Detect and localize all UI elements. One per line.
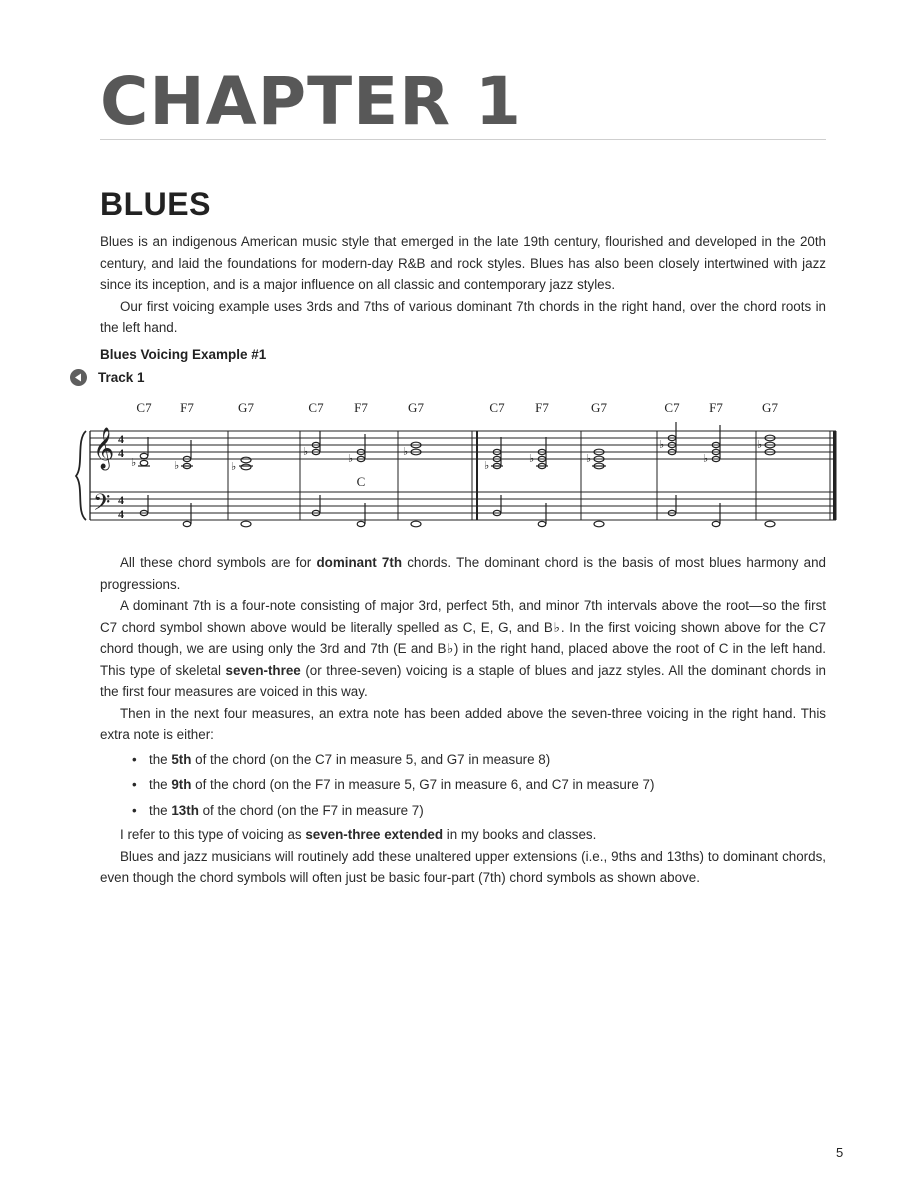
svg-text:♭: ♭: [174, 459, 180, 472]
body-text: [100, 552, 826, 889]
chord-symbol: F7: [535, 400, 549, 415]
intro-text: [100, 231, 826, 339]
section-title: BLUES: [100, 186, 211, 222]
list-item: • the 5th of the chord (on the C7 in measure 5, and G7 in measure 8): [132, 751, 551, 767]
chord-symbol: G7: [591, 400, 607, 415]
svg-text:♭: ♭: [131, 456, 137, 469]
svg-text:♭: ♭: [586, 452, 592, 465]
page-number: 5: [836, 1145, 844, 1160]
chord-symbol: G7: [238, 400, 254, 415]
body-paragraph-6: I refer to this type of voicing as seven-three extended in my books and classes.: [120, 827, 597, 842]
intro-paragraph-2: Our first voicing example uses 3rds and 7ths of various dominant 7th chords in the right hand, over the chord roots in the left hand.: [100, 298, 826, 335]
extension-list: [100, 749, 826, 822]
body-paragraph-7: Blues and jazz musicians will routinely add these unaltered upper extensions (i.e., 9ths and 13ths) to dominant chords, even though the chord symbols will often just be basic four-part (7th) chord symbols as shown above.: [100, 848, 826, 885]
chord-symbol: C7: [489, 400, 505, 415]
svg-text:♭: ♭: [231, 460, 237, 473]
example-label: Blues Voicing Example #1: [100, 347, 267, 362]
svg-text:4: 4: [118, 432, 124, 446]
body-paragraph-5: Then in the next four measures, an extra note has been added above the seven-three voicing in the right hand. This extra note is either:: [100, 705, 826, 742]
body-paragraph-3: All these chord symbols are for dominant 7th chords. The dominant chord is the basis of most blues harmony and progressions.: [100, 555, 826, 592]
track-player[interactable]: [70, 367, 145, 387]
chord-symbol: G7: [762, 400, 778, 415]
svg-text:♭: ♭: [529, 452, 535, 465]
chord-symbol: G7: [408, 400, 424, 415]
chord-symbol: C7: [664, 400, 680, 415]
list-item: • the 9th of the chord (on the F7 in measure 5, G7 in measure 6, and C7 in measure 7): [132, 777, 655, 792]
svg-text:♭: ♭: [484, 459, 490, 472]
svg-text:♭: ♭: [659, 438, 665, 451]
track-label: Track 1: [98, 369, 145, 385]
chapter-title: CHAPTER 1: [100, 63, 522, 140]
play-icon[interactable]: [70, 369, 87, 386]
intro-paragraph-1: Blues is an indigenous American music style that emerged in the late 19th century, flourished and developed in the 20th century, and laid the foundations for modern-day R&B and rock styles. Blues has also been closely intertwined with jazz since its inception, and is a major influence on all classic and contemporary jazz styles.: [100, 234, 826, 292]
chord-symbol: C7: [308, 400, 324, 415]
chord-symbol: F7: [354, 400, 368, 415]
svg-text:♭: ♭: [348, 452, 354, 465]
chord-symbol: F7: [180, 400, 194, 415]
svg-text:♭: ♭: [757, 438, 763, 451]
svg-text:♭: ♭: [703, 452, 709, 465]
chord-symbol: C7: [136, 400, 152, 415]
svg-text:𝄞: 𝄞: [93, 428, 115, 469]
svg-text:♭: ♭: [403, 445, 409, 458]
svg-text:4: 4: [118, 493, 124, 507]
chord-symbols: [0, 400, 900, 420]
chord-symbol: F7: [709, 400, 723, 415]
svg-text:4: 4: [118, 507, 124, 521]
title-divider: [100, 139, 826, 140]
body-paragraph-4: A dominant 7th is a four-note consisting of major 3rd, perfect 5th, and minor 7th intervals above the root—so the first C7 chord symbol shown above would be literally spelled as C, E, G, and B♭. In the first voicing shown above for the C7 chord though, we are using only the 3rd and 7th (E and B♭) in the right hand, placed above the root of C in the left hand. This type of skeletal seven-three (or three-seven) voicing is a staple of blues and jazz styles. All the dominant chords in the first four measures are voiced in this way.: [100, 598, 826, 699]
svg-text:4: 4: [118, 446, 124, 460]
svg-text:♭: ♭: [303, 445, 309, 458]
list-item: • the 13th of the chord (on the F7 in measure 7): [132, 802, 424, 818]
music-score: [0, 420, 900, 540]
svg-text:𝄢: 𝄢: [93, 490, 111, 521]
bass-note-label: C: [356, 474, 366, 489]
